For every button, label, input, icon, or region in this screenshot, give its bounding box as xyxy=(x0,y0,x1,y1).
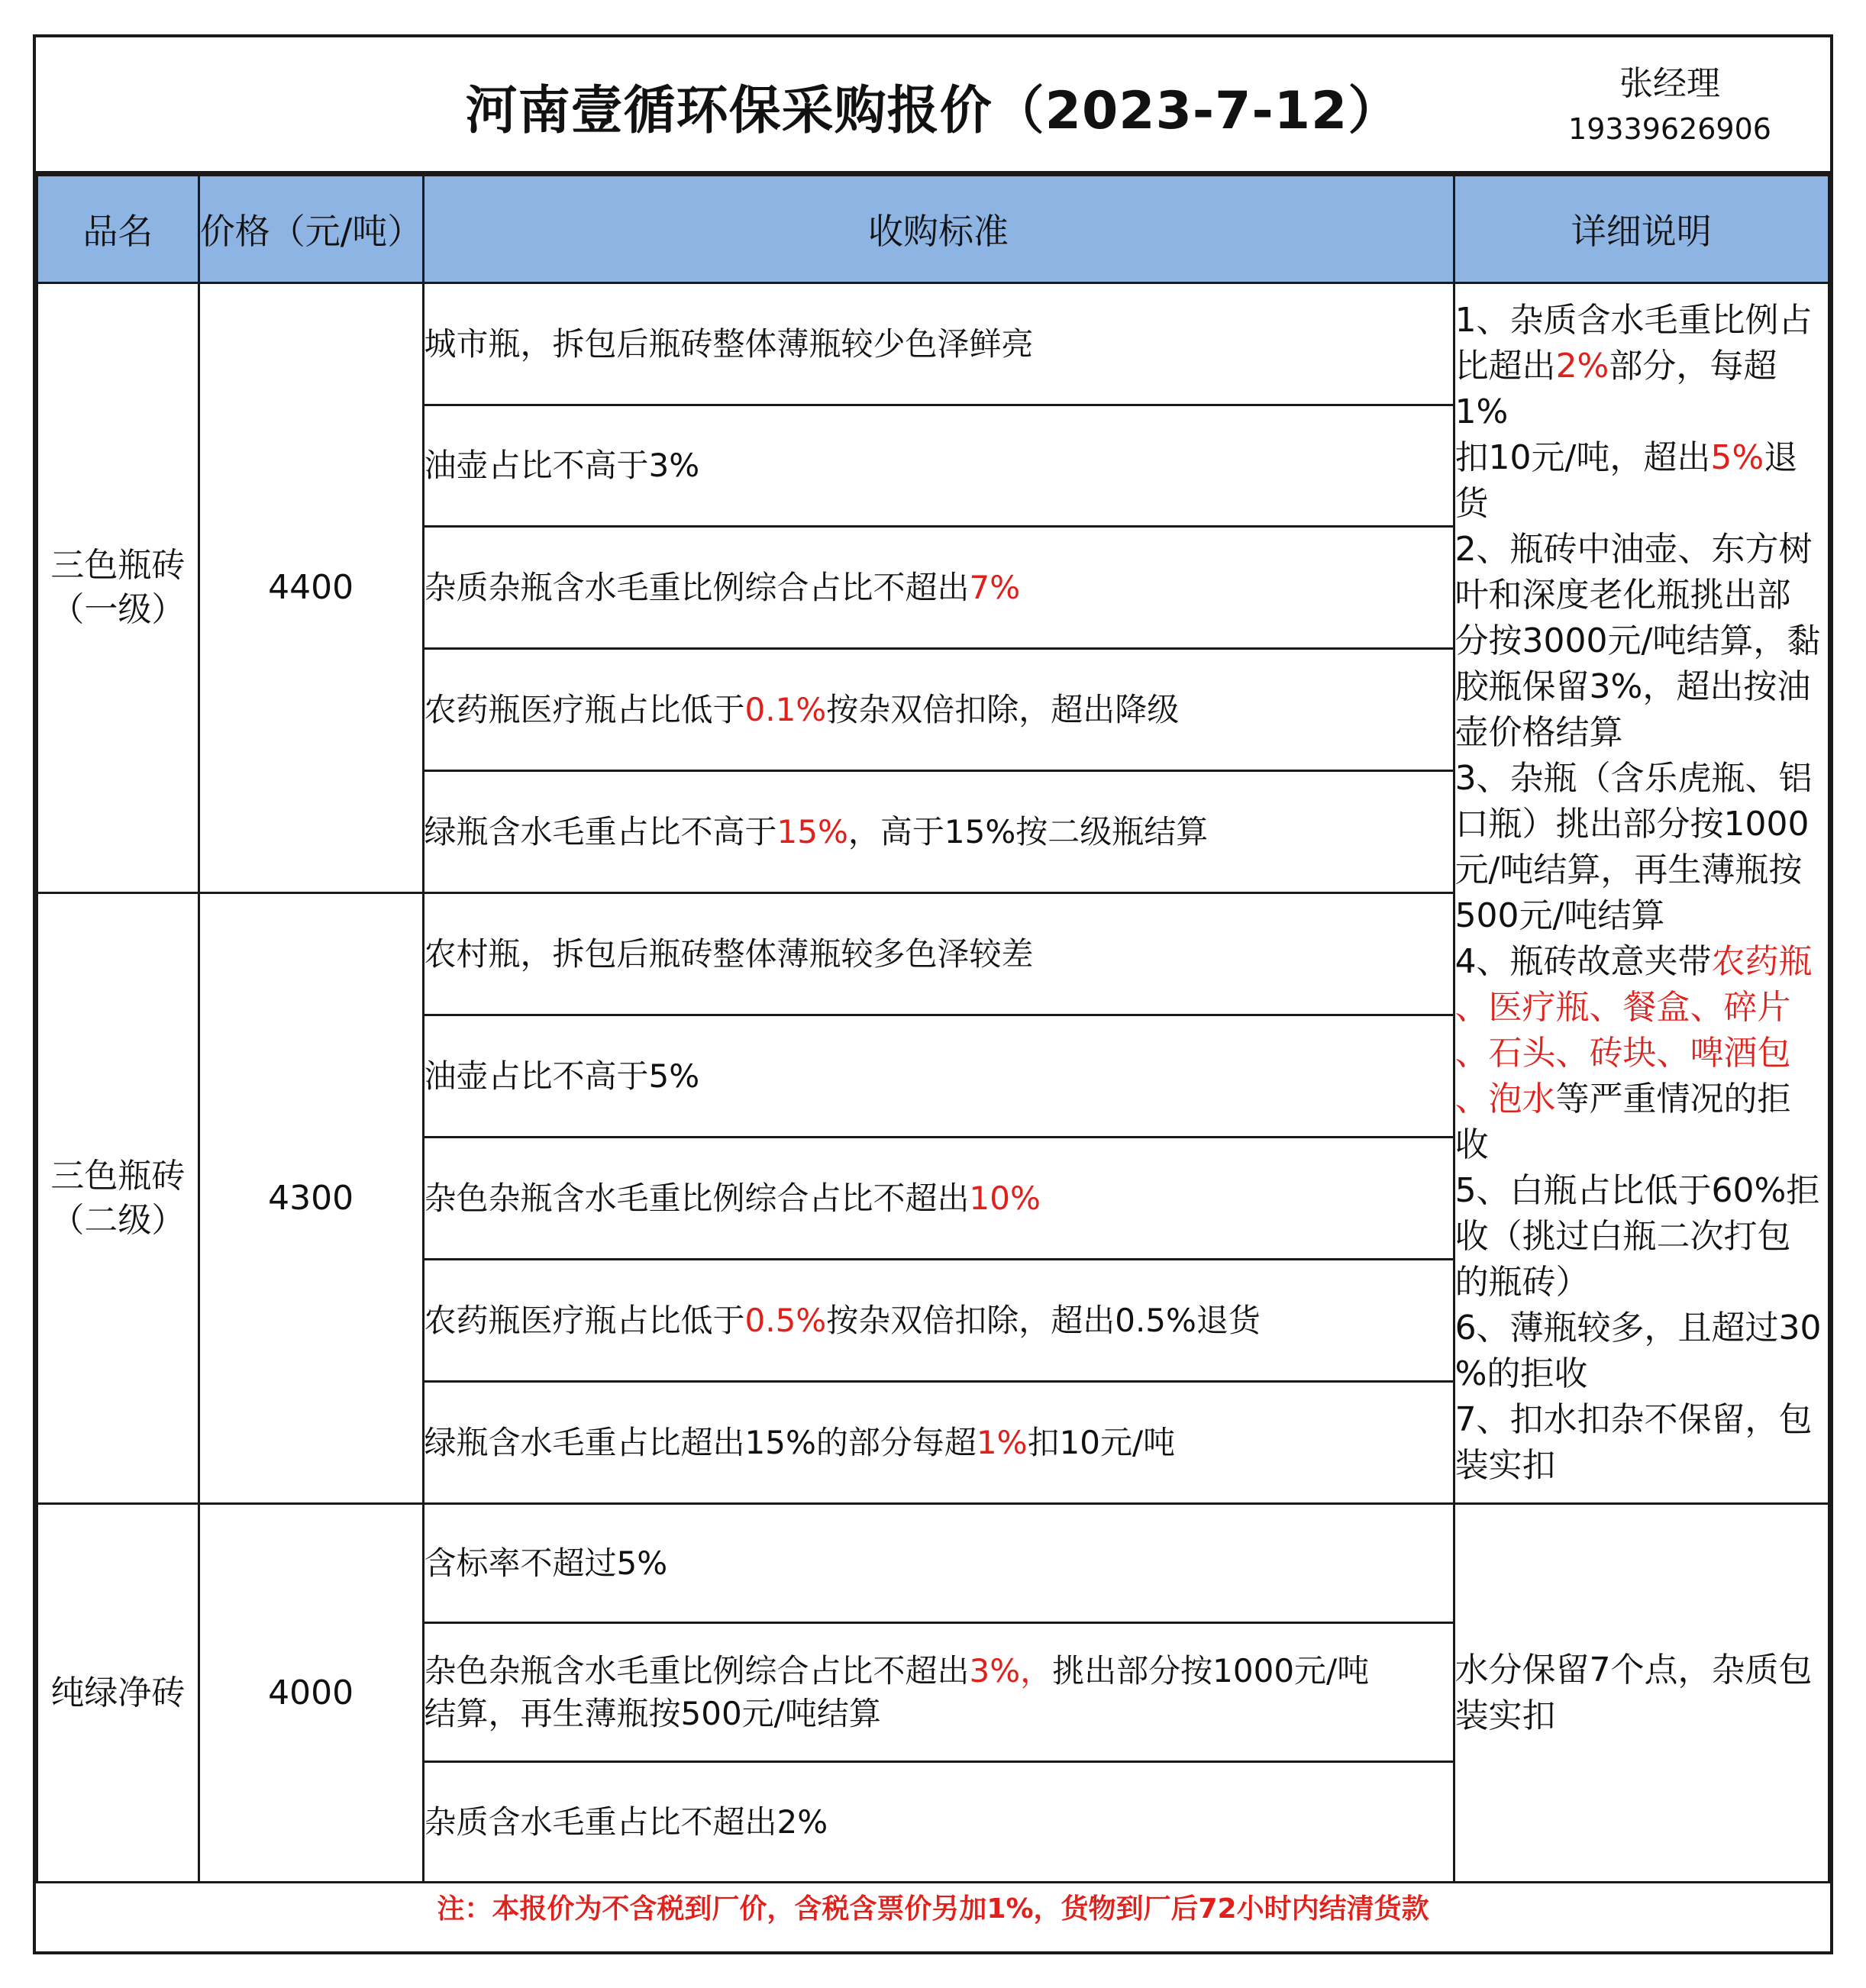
text-segment: 挑出部分按1000元/吨 xyxy=(1052,1651,1370,1689)
highlight-text: 5% xyxy=(1710,438,1764,477)
header-row xyxy=(37,176,1829,283)
detail-line xyxy=(1455,1122,1828,1168)
details-main xyxy=(1454,283,1829,1504)
text-segment: 6、薄瓶较多，且超过30 xyxy=(1454,1309,1822,1347)
detail-line xyxy=(1455,298,1828,344)
text-segment: 的瓶砖） xyxy=(1454,1263,1590,1302)
standard-item xyxy=(423,771,1454,893)
table-row xyxy=(37,283,1829,405)
highlight-text: 2% xyxy=(1555,347,1609,386)
highlight-text: 10% xyxy=(969,1179,1041,1217)
standard-item xyxy=(423,527,1454,649)
detail-line xyxy=(1455,527,1828,573)
text-segment: 杂质含水毛重占比不超出2% xyxy=(424,1802,828,1841)
price-sheet xyxy=(33,34,1833,1954)
detail-line xyxy=(1455,573,1828,618)
product-name: 三色瓶砖 xyxy=(50,546,186,585)
product-price: 4300 xyxy=(199,893,423,1504)
text-segment: 收 xyxy=(1454,1125,1489,1164)
text-segment: 5、白瓶占比低于60%拒 xyxy=(1454,1171,1820,1210)
product-price: 4000 xyxy=(199,1504,423,1883)
product-grade: （二级） xyxy=(50,1200,186,1240)
standard-item xyxy=(423,283,1454,405)
detail-line xyxy=(1455,756,1828,802)
detail-line xyxy=(1455,1693,1828,1739)
product-name-cell xyxy=(37,1504,199,1883)
text-segment: 500元/吨结算 xyxy=(1454,896,1665,935)
footer-note: 注：本报价为不含税到厂价，含税含票价另加1%，货物到厂后72小时内结清货款 xyxy=(437,1893,1429,1925)
text-segment: 收（挑过白瓶二次打包 xyxy=(1454,1217,1791,1256)
standard-item xyxy=(423,1504,1454,1623)
highlight-text: 、泡水 xyxy=(1454,1080,1556,1118)
text-segment: 分按3000元/吨结算，黏 xyxy=(1454,621,1821,660)
standard-item xyxy=(423,1138,1454,1260)
contact-phone: 19339626906 xyxy=(1568,112,1771,146)
detail-line xyxy=(1455,1031,1828,1076)
text-segment: 装实扣 xyxy=(1454,1446,1556,1485)
product-grade: （一级） xyxy=(50,590,186,629)
detail-line xyxy=(1455,1214,1828,1260)
highlight-text: 农药瓶 xyxy=(1711,942,1813,981)
text-segment: 按杂双倍扣除，超出降级 xyxy=(826,690,1180,728)
text-segment: 元/吨结算，再生薄瓶按 xyxy=(1454,850,1803,889)
detail-line xyxy=(1455,939,1828,985)
text-segment: 2、瓶砖中油壶、东方树 xyxy=(1454,530,1813,569)
highlight-text: 0.1% xyxy=(744,690,827,728)
highlight-text: 7% xyxy=(969,568,1021,606)
text-segment: 扣10元/吨 xyxy=(1027,1423,1176,1461)
text-segment: 胶瓶保留3%，超出按油 xyxy=(1454,667,1811,706)
highlight-text: 3%， xyxy=(969,1651,1053,1689)
title-row xyxy=(36,37,1830,174)
header-product-name: 品名 xyxy=(37,176,199,283)
highlight-text: 15% xyxy=(776,812,848,850)
text-segment: 3、杂瓶（含乐虎瓶、铝 xyxy=(1454,759,1813,798)
text-segment: 4、瓶砖故意夹带 xyxy=(1454,942,1712,981)
header-price: 价格（元/吨） xyxy=(199,176,423,283)
text-segment: 部分，每超1% xyxy=(1454,347,1777,431)
product-name: 三色瓶砖 xyxy=(50,1156,186,1196)
standard-item xyxy=(423,1260,1454,1382)
text-segment: 农药瓶医疗瓶占比低于 xyxy=(424,1301,745,1339)
standard-item xyxy=(423,1015,1454,1138)
page-title: 河南壹循环保采购报价（2023-7-12） xyxy=(465,81,1401,141)
highlight-text: 1% xyxy=(976,1423,1028,1461)
standard-item xyxy=(423,1762,1454,1883)
text-segment: 城市瓶，拆包后瓶砖整体薄瓶较少色泽鲜亮 xyxy=(424,324,1034,363)
text-segment: 杂色杂瓶含水毛重比例综合占比不超出 xyxy=(424,1651,970,1689)
details-green xyxy=(1454,1504,1829,1883)
highlight-text: 、医疗瓶、餐盒、碎片 xyxy=(1454,988,1791,1027)
standard-item xyxy=(423,1623,1454,1762)
highlight-text: 、石头、砖块、啤酒包 xyxy=(1454,1034,1791,1073)
text-segment: 叶和深度老化瓶挑出部 xyxy=(1454,576,1791,615)
detail-line xyxy=(1455,435,1828,481)
standard-item xyxy=(423,405,1454,527)
product-name-cell xyxy=(37,283,199,893)
text-segment: 扣10元/吨，超出 xyxy=(1454,438,1711,477)
detail-line xyxy=(1455,1648,1828,1693)
detail-line xyxy=(1455,1076,1828,1122)
detail-line xyxy=(1455,1260,1828,1305)
text-segment: 等严重情况的拒 xyxy=(1555,1080,1791,1118)
detail-line xyxy=(1455,1305,1828,1351)
highlight-text: 0.5% xyxy=(744,1301,827,1339)
detail-line xyxy=(1455,985,1828,1031)
text-segment: 绿瓶含水毛重占比超出15%的部分每超 xyxy=(424,1423,977,1461)
text-segment: 装实扣 xyxy=(1454,1696,1556,1735)
detail-line xyxy=(1455,1168,1828,1214)
header-details: 详细说明 xyxy=(1454,176,1829,283)
detail-line xyxy=(1455,664,1828,710)
standard-item xyxy=(423,893,1454,1015)
detail-line xyxy=(1455,1443,1828,1489)
text-segment: 货 xyxy=(1454,484,1489,523)
text-segment: 油壶占比不高于3% xyxy=(424,447,700,484)
text-segment: 杂色杂瓶含水毛重比例综合占比不超出 xyxy=(424,1179,970,1217)
text-segment: 1、杂质含水毛重比例占 xyxy=(1454,301,1813,340)
text-segment: 按杂双倍扣除，超出0.5%退货 xyxy=(826,1301,1261,1339)
text-segment: 绿瓶含水毛重占比不高于 xyxy=(424,812,777,850)
detail-line xyxy=(1455,618,1828,664)
detail-line xyxy=(1455,893,1828,939)
contact-name: 张经理 xyxy=(1619,64,1720,103)
detail-line xyxy=(1455,1351,1828,1397)
text-segment: 水分保留7个点，杂质包 xyxy=(1454,1650,1813,1689)
product-name-cell xyxy=(37,893,199,1504)
text-segment: 含标率不超过5% xyxy=(424,1544,668,1582)
detail-line xyxy=(1455,344,1828,435)
detail-line xyxy=(1455,847,1828,893)
product-price: 4400 xyxy=(199,283,423,893)
text-segment: 壶价格结算 xyxy=(1454,713,1623,752)
text-segment: 7、扣水扣杂不保留，包 xyxy=(1454,1400,1813,1439)
detail-line xyxy=(1455,481,1828,527)
text-segment: %的拒收 xyxy=(1454,1354,1588,1393)
detail-line xyxy=(1455,710,1828,756)
header-standard: 收购标准 xyxy=(423,176,1454,283)
detail-line xyxy=(1455,802,1828,847)
text-segment: 口瓶）挑出部分按1000 xyxy=(1454,805,1810,844)
text-segment: 油壶占比不高于5% xyxy=(424,1057,700,1095)
standard-item xyxy=(423,649,1454,771)
text-segment: ，高于15%按二级瓶结算 xyxy=(847,812,1209,850)
detail-line xyxy=(1455,1397,1828,1443)
table-row xyxy=(37,1504,1829,1623)
text-segment: 农村瓶，拆包后瓶砖整体薄瓶较多色泽较差 xyxy=(424,934,1034,973)
text-segment: 杂质杂瓶含水毛重比例综合占比不超出 xyxy=(424,568,970,606)
contact-info xyxy=(1525,62,1815,152)
text-segment: 退 xyxy=(1764,438,1798,477)
text-segment: 比超出 xyxy=(1454,347,1556,386)
product-name: 纯绿净砖 xyxy=(50,1673,186,1712)
text-segment: 结算，再生薄瓶按500元/吨结算 xyxy=(424,1694,881,1732)
standard-item xyxy=(423,1382,1454,1504)
price-table xyxy=(36,174,1830,1883)
text-segment: 农药瓶医疗瓶占比低于 xyxy=(424,690,745,728)
